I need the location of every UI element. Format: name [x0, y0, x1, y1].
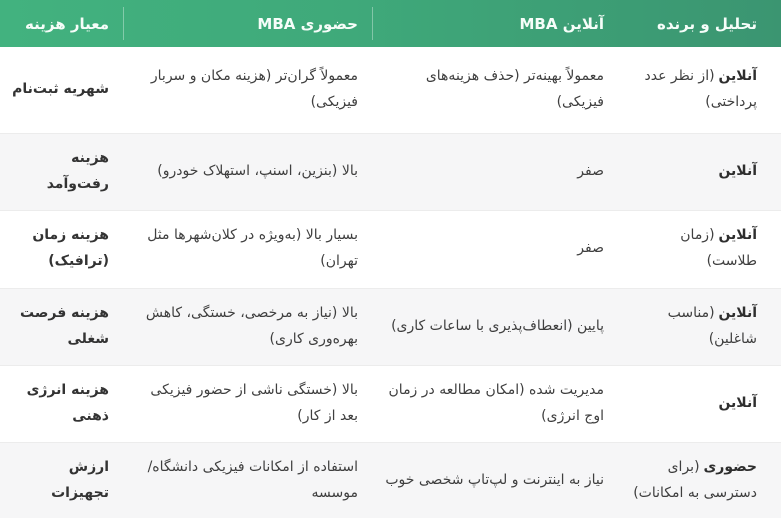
winner-note: (از نظر عدد پرداختی): [644, 67, 757, 110]
cell-inperson: استفاده از امکانات فیزیکی دانشگاه/موسسه: [147, 458, 358, 501]
winner-note: (مناسب شاغلین): [667, 304, 757, 347]
column-header-inperson-mba: حضوری MBA: [123, 0, 372, 47]
winner-label: آنلاین: [718, 162, 757, 179]
cell-inperson: معمولاً گران‌تر (هزینه مکان و سربار فیزیکی): [150, 67, 358, 110]
table-row: [0, 442, 781, 518]
cell-verdict: [618, 133, 781, 210]
cell-verdict: [618, 210, 781, 288]
winner-label: آنلاین: [718, 227, 757, 244]
cell-inperson: بالا (بنزین، اسنپ، استهلاک خودرو): [157, 162, 358, 179]
cell-online: صفر: [577, 240, 604, 257]
cell-online: مدیریت شده (امکان مطالعه در زمان اوج انرژی): [388, 381, 604, 424]
cell-criterion: هزینه فرصت شغلی: [20, 304, 109, 347]
column-header-online-mba: آنلاین MBA: [372, 0, 618, 47]
cell-verdict: [618, 442, 781, 518]
cell-online: صفر: [577, 162, 604, 179]
cell-criterion: هزینه رفت‌وآمد: [46, 149, 109, 192]
cell-verdict: [618, 365, 781, 442]
column-header-cost-criterion: معیار هزینه: [25, 14, 109, 33]
winner-note: (زمان طلاست): [680, 227, 757, 269]
cell-online: نیاز به اینترنت و لپ‌تاپ شخصی خوب: [385, 471, 604, 488]
table-row: [0, 210, 781, 288]
cell-criterion: هزینه انرژی ذهنی: [26, 381, 109, 424]
table-header-row: [0, 0, 781, 47]
cell-online: معمولاً بهینه‌تر (حذف هزینه‌های فیزیکی): [425, 67, 604, 110]
table-row: [0, 365, 781, 442]
winner-label: آنلاین: [718, 304, 757, 321]
cell-criterion: ارزش تجهیزات: [51, 458, 109, 501]
cell-criterion: شهریه ثبت‌نام: [12, 80, 109, 97]
cell-verdict: [618, 288, 781, 365]
winner-label: آنلاین: [718, 394, 757, 411]
table-row: [0, 47, 781, 133]
cell-online: پایین (انعطاف‌پذیری با ساعات کاری): [391, 317, 604, 334]
cell-inperson: بالا (نیاز به مرخصی، خستگی، کاهش بهره‌وری کاری): [145, 304, 358, 347]
cell-criterion: هزینه زمان (ترافیک): [32, 227, 109, 269]
winner-label: حضوری: [703, 458, 757, 475]
cell-inperson: بسیار بالا (به‌ویژه در کلان‌شهرها مثل تهران): [147, 227, 358, 269]
cell-verdict: [618, 47, 781, 133]
cell-inperson: بالا (خستگی ناشی از حضور فیزیکی بعد از کار): [150, 381, 358, 424]
table-row: [0, 288, 781, 365]
column-header-analysis-winner: تحلیل و برنده: [657, 14, 757, 33]
table-row: [0, 133, 781, 210]
winner-note: (برای دسترسی به امکانات): [633, 458, 757, 501]
winner-label: آنلاین: [718, 67, 757, 84]
